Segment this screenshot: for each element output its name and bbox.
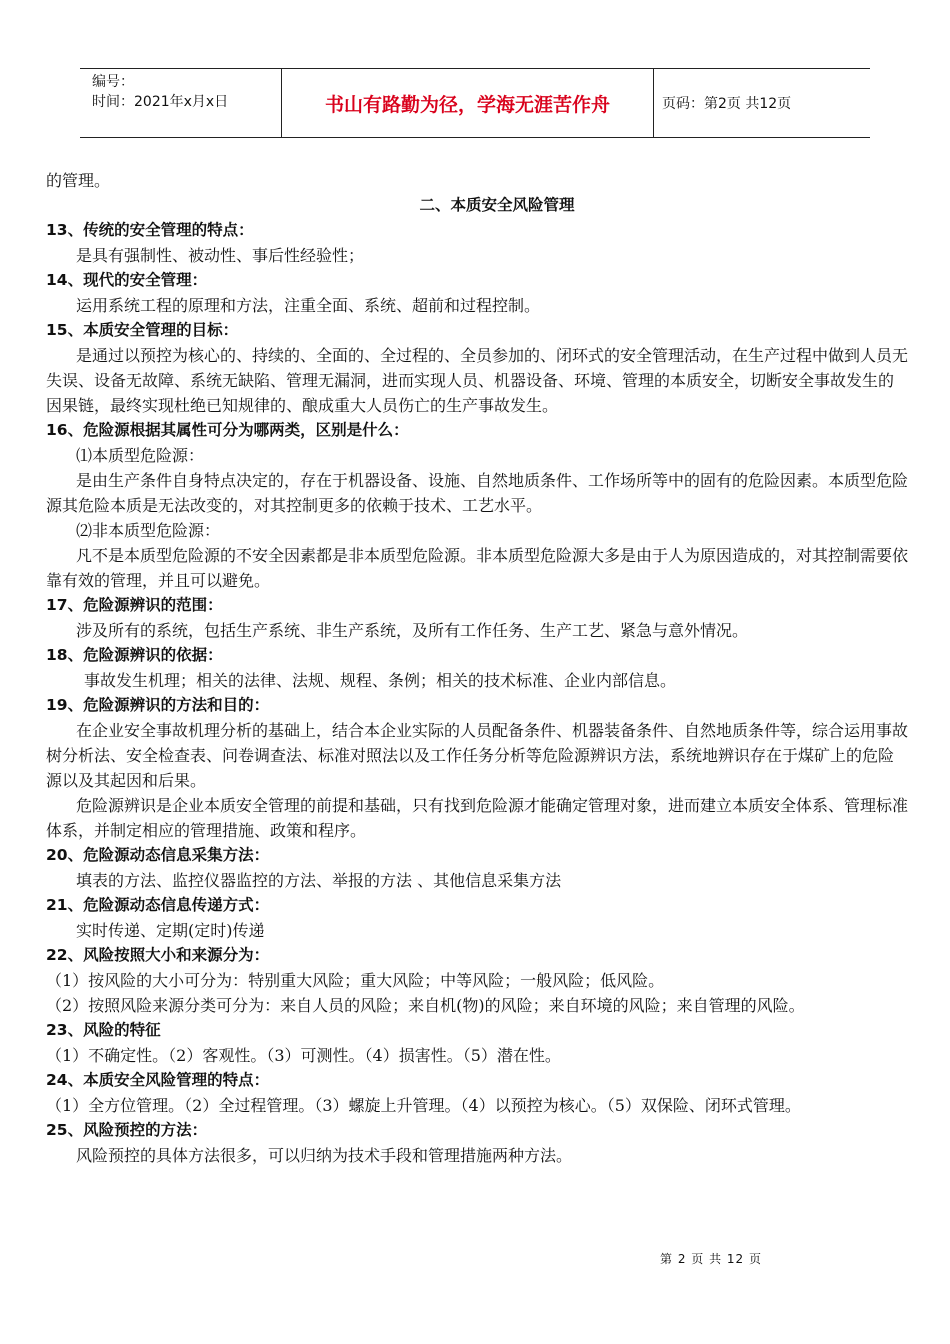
document-body (46, 168, 908, 1168)
answer-text: 在企业安全事故机理分析的基础上，结合本企业实际的人员配备条件、机器装备条件、自然地质条件等，综合运用事故树分析法、安全检查表、问卷调查法、标准对照法以及工作任务分析等危险源辨识方法，系统地辨识存在于煤矿上的危险源以及其起因和后果。 (46, 721, 909, 790)
header-meta (80, 69, 282, 137)
section-title: 二、本质安全风险管理 (419, 196, 575, 214)
answer-text: 凡不是本质型危险源的不安全因素都是非本质型危险源。非本质型危险源大多是由于人为原因造成的，对其控制需要依靠有效的管理，并且可以避免。 (46, 546, 909, 590)
question-22: 22、风险按照大小和来源分为： (46, 946, 270, 964)
answer-text: 填表的方法、监控仪器监控的方法、举报的方法 、其他信息采集方法 (76, 871, 562, 890)
answer-text: ⑴本质型危险源： (76, 446, 205, 465)
question-18: 18、危险源辨识的依据： (46, 646, 223, 664)
question-14: 14、现代的安全管理： (46, 271, 208, 289)
answer-text: （1）全方位管理。（2）全过程管理。（3）螺旋上升管理。（4）以预控为核心。（5）双保险、闭环式管理。 (46, 1096, 801, 1115)
question-19: 19、危险源辨识的方法和目的： (46, 696, 270, 714)
number-label: 编号： (92, 74, 134, 90)
question-16: 16、危险源根据其属性可分为哪两类，区别是什么： (46, 421, 409, 439)
question-23: 23、风险的特征 (46, 1021, 161, 1039)
lead-text: 的管理。 (46, 171, 111, 190)
answer-text: ⑵非本质型危险源： (76, 521, 221, 540)
answer-text: （2）按照风险来源分类可分为：来自人员的风险；来自机(物)的风险；来自环境的风险；来自管理的风险。 (46, 996, 805, 1015)
answer-text: 风险预控的具体方法很多，可以归纳为技术手段和管理措施两种方法。 (76, 1146, 573, 1165)
question-15: 15、本质安全管理的目标： (46, 321, 239, 339)
question-25: 25、风险预控的方法： (46, 1121, 208, 1139)
header-page-info: 页码：第2页 共12页 (662, 96, 792, 112)
answer-text: （1）按风险的大小可分为：特别重大风险；重大风险；中等风险；一般风险；低风险。 (46, 971, 665, 990)
answer-text: 是具有强制性、被动性、事后性经验性； (76, 246, 365, 265)
answer-text: 是由生产条件自身特点决定的，存在于机器设备、设施、自然地质条件、工作场所等中的固有的危险因素。本质型危险源其危险本质是无法改变的，对其控制更多的依赖于技术、工艺水平。 (46, 471, 909, 515)
question-21: 21、危险源动态信息传递方式： (46, 896, 270, 914)
answer-text: 涉及所有的系统，包括生产系统、非生产系统，及所有工作任务、生产工艺、紧急与意外情况。 (76, 621, 749, 640)
time-label: 时间：2021年x月x日 (92, 94, 229, 110)
answer-text: （1）不确定性。（2）客观性。（3）可测性。（4）损害性。（5）潜在性。 (46, 1046, 561, 1065)
page-footer: 第 2 页 共 12 页 (660, 1252, 762, 1266)
question-20: 20、危险源动态信息采集方法： (46, 846, 270, 864)
question-24: 24、本质安全风险管理的特点： (46, 1071, 270, 1089)
answer-text: 是通过以预控为核心的、持续的、全面的、全过程的、全员参加的、闭环式的安全管理活动，在生产过程中做到人员无失误、设备无故障、系统无缺陷、管理无漏洞，进而实现人员、机器设备、环境、管理的本质安全，切断安全事故发生的因果链，最终实现杜绝已知规律的、酿成重大人员伤亡的生产事故发生。 (46, 346, 909, 415)
question-17: 17、危险源辨识的范围： (46, 596, 223, 614)
question-13: 13、传统的安全管理的特点： (46, 221, 254, 239)
answer-text: 运用系统工程的原理和方法，注重全面、系统、超前和过程控制。 (76, 296, 541, 315)
header-motto: 书山有路勤为径，学海无涯苦作舟 (282, 69, 654, 137)
answer-text: 危险源辨识是企业本质安全管理的前提和基础，只有找到危险源才能确定管理对象，进而建立本质安全体系、管理标准体系，并制定相应的管理措施、政策和程序。 (46, 796, 909, 840)
answer-text: 事故发生机理；相关的法律、法规、规程、条例；相关的技术标准、企业内部信息。 (84, 671, 677, 690)
answer-text: 实时传递、定期(定时)传递 (76, 921, 265, 940)
document-header (80, 68, 870, 138)
